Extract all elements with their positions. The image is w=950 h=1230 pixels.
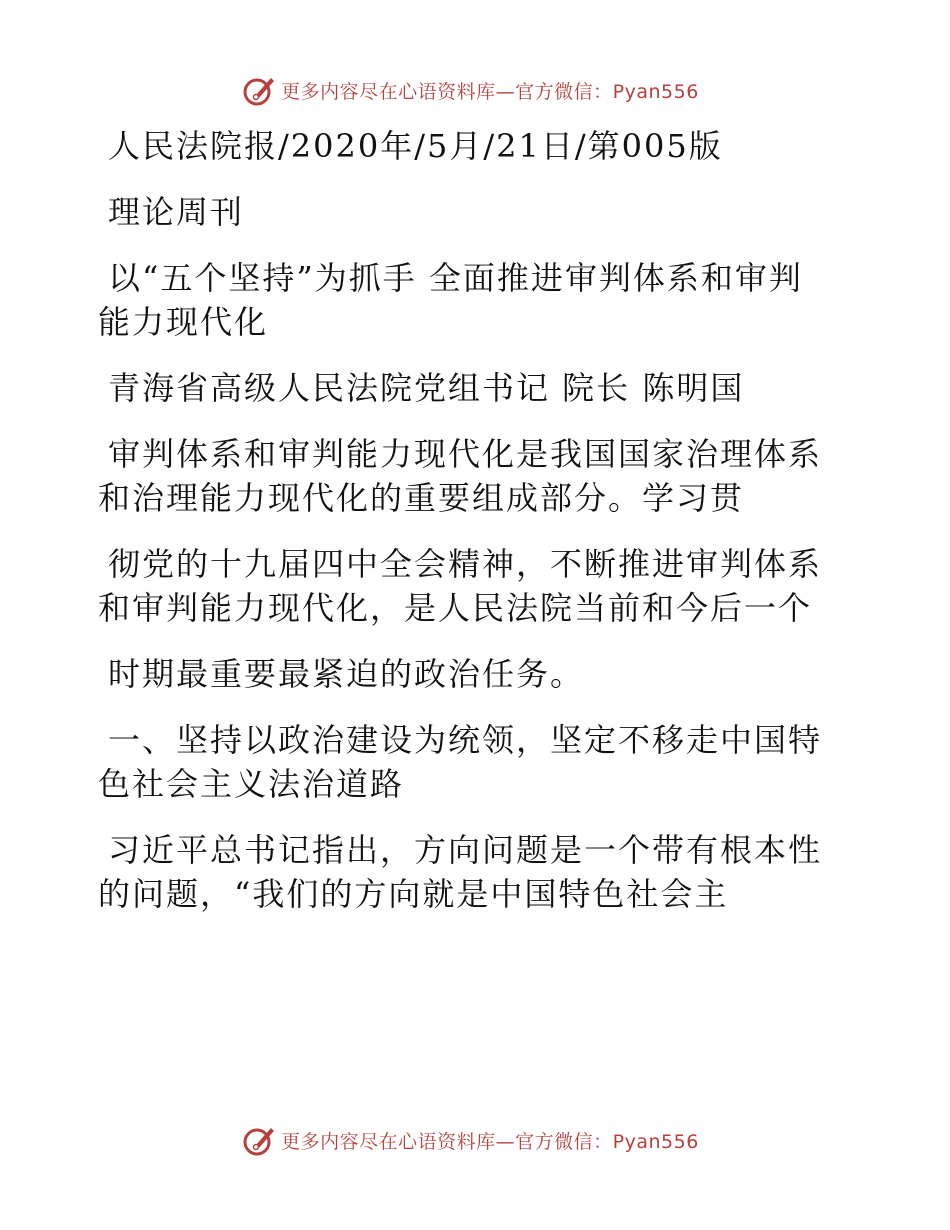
pen-logo-icon: [241, 72, 277, 108]
article: [98, 124, 858, 916]
paragraph-line: 审判体系和审判能力现代化是我国国家治理体系: [108, 435, 823, 473]
article-author: 青海省高级人民法院党组书记 院长 陈明国: [108, 369, 745, 407]
paragraph-line: 彻党的十九届四中全会精神，不断推进审判体系: [108, 545, 823, 583]
paragraph-line: 的问题，“我们的方向就是中国特色社会主: [98, 875, 729, 913]
heading-line: 一、坚持以政治建设为统领，坚定不移走中国特: [108, 721, 823, 759]
watermark-text: 更多内容尽在心语资料库—官方微信：Pyan556: [281, 1130, 699, 1153]
article-source: 人民法院报/2020年/5月/21日/第005版: [108, 127, 723, 165]
section-heading: [98, 718, 858, 806]
paragraph-line: 和审判能力现代化，是人民法院当前和今后一个: [98, 589, 813, 627]
pen-logo-icon: [241, 1122, 277, 1158]
paragraph-line: 时期最重要最紧迫的政治任务。: [108, 655, 585, 693]
title-line: 能力现代化: [98, 303, 269, 341]
paragraph: [98, 828, 858, 916]
paragraph: [98, 432, 858, 520]
watermark-banner-bottom: [0, 1120, 950, 1160]
watermark-text: 更多内容尽在心语资料库—官方微信：Pyan556: [281, 80, 699, 103]
article-title: [98, 256, 858, 344]
heading-line: 色社会主义法治道路: [98, 765, 405, 803]
paragraph-line: 习近平总书记指出，方向问题是一个带有根本性: [108, 831, 823, 869]
watermark-banner-top: [0, 70, 950, 110]
paragraph: [98, 542, 858, 630]
paragraph-line: 和治理能力现代化的重要组成部分。学习贯: [98, 479, 745, 517]
article-column: 理论周刊: [108, 193, 245, 231]
title-line: 以“五个坚持”为抓手 全面推进审判体系和审判: [108, 259, 803, 297]
paragraph: [98, 652, 858, 696]
